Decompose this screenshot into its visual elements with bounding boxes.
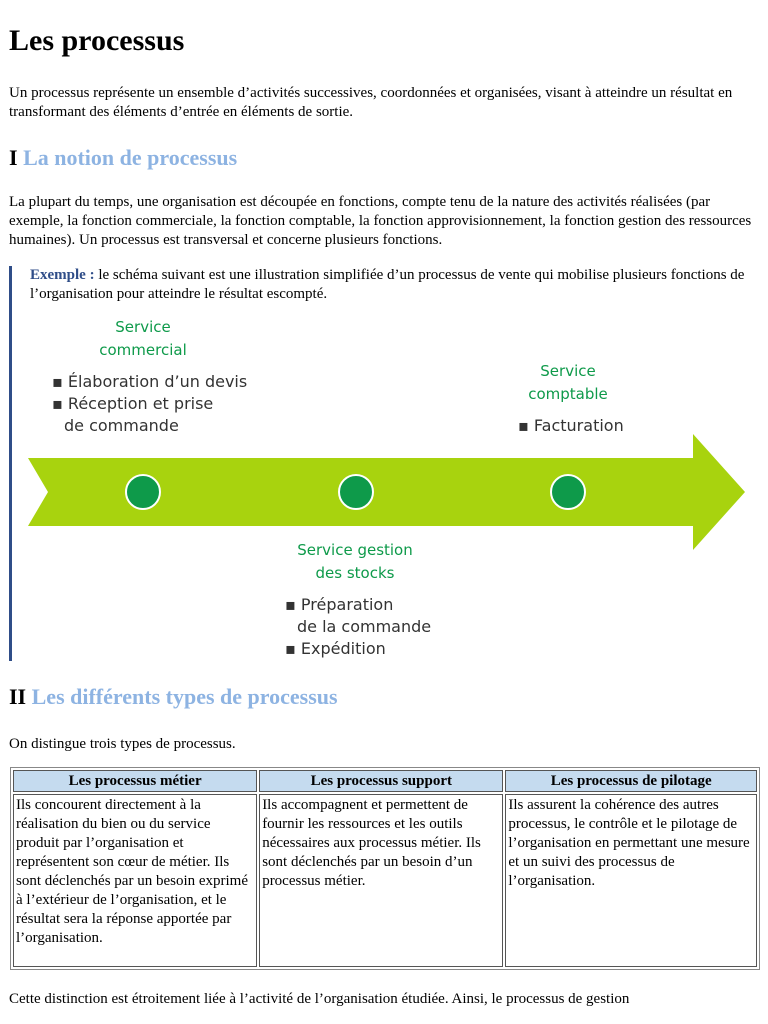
process-types-table (10, 767, 760, 970)
step-dot-comptable (551, 475, 585, 509)
section-1-paragraph: La plupart du temps, une organisation est découpée en fonctions, compte tenu de la nature des activités réalisées (par exemple, la fonction commerciale, la fonction comptable, la fonction approvisionnement, la fonction gestion des ressources humaines). Un processus est transversal et concerne plusieurs fonctions. (9, 194, 752, 248)
section-2-title: Les différents types de processus (31, 684, 338, 709)
section-2-number: II (9, 684, 27, 709)
table-cell-pilotage: Ils assurent la cohérence des autres processus, le contrôle et le pilotage de l’organisation en permettant une mesure et un suivi des processus de l’organisation. (505, 794, 757, 967)
commercial-title-line2: commercial (99, 341, 187, 359)
example-label: Exemple : (30, 267, 95, 283)
table-header-row (13, 770, 757, 792)
intro-paragraph: Un processus représente un ensemble d’activités successives, coordonnées et organisées, visant à atteindre un résultat en transformant des éléments d’entrée en éléments de sortie. (9, 85, 733, 120)
section-1-title: La notion de processus (23, 145, 238, 170)
sales-process-diagram (0, 310, 768, 670)
stocks-bullet-2: ▪ Expédition (285, 639, 386, 658)
table-header-metier: Les processus métier (13, 770, 257, 792)
commercial-bullet-2: ▪ Réception et prise (52, 394, 214, 413)
table-header-support: Les processus support (259, 770, 503, 792)
stocks-bullet-1-cont: de la commande (297, 617, 432, 636)
commercial-bullet-2-cont: de commande (64, 416, 179, 435)
stocks-title-line1: Service gestion (297, 541, 413, 559)
comptable-title-line1: Service (540, 362, 596, 380)
comptable-bullet-1: ▪ Facturation (518, 416, 624, 435)
section-2-paragraph: On distingue trois types de processus. (9, 736, 236, 752)
table-cell-support: Ils accompagnent et permettent de fournir les ressources et les outils nécessaires aux processus métier. Ils sont déclenchés par un besoin d’un processus métier. (259, 794, 503, 967)
table-row (13, 794, 757, 967)
comptable-title-line2: comptable (528, 385, 608, 403)
commercial-bullet-1: ▪ Élaboration d’un devis (52, 372, 248, 391)
footer-paragraph: Cette distinction est étroitement liée à l’activité de l’organisation étudiée. Ainsi, le processus de gestion (9, 991, 630, 1007)
stocks-bullet-1: ▪ Préparation (285, 595, 394, 614)
page-title: Les processus (9, 24, 185, 57)
example-paragraph (30, 266, 750, 304)
table-cell-metier: Ils concourent directement à la réalisation du bien ou du service produit par l’organisation et représentent son cœur de métier. Ils sont déclenchés par un besoin exprimé à l’extérieur de l’organisation, et le résultat sera la réponse apportée par l’organisation. (13, 794, 257, 967)
section-1-number: I (9, 145, 18, 170)
section-2-heading (9, 683, 338, 711)
table-header-pilotage: Les processus de pilotage (505, 770, 757, 792)
section-1-heading (9, 144, 237, 172)
commercial-title-line1: Service (115, 318, 171, 336)
step-dot-stocks (339, 475, 373, 509)
step-dot-commercial (126, 475, 160, 509)
example-text: le schéma suivant est une illustration simplifiée d’un processus de vente qui mobilise plusieurs fonctions de l’organisation pour atteindre le résultat escompté. (30, 267, 745, 302)
stocks-title-line2: des stocks (315, 564, 395, 582)
